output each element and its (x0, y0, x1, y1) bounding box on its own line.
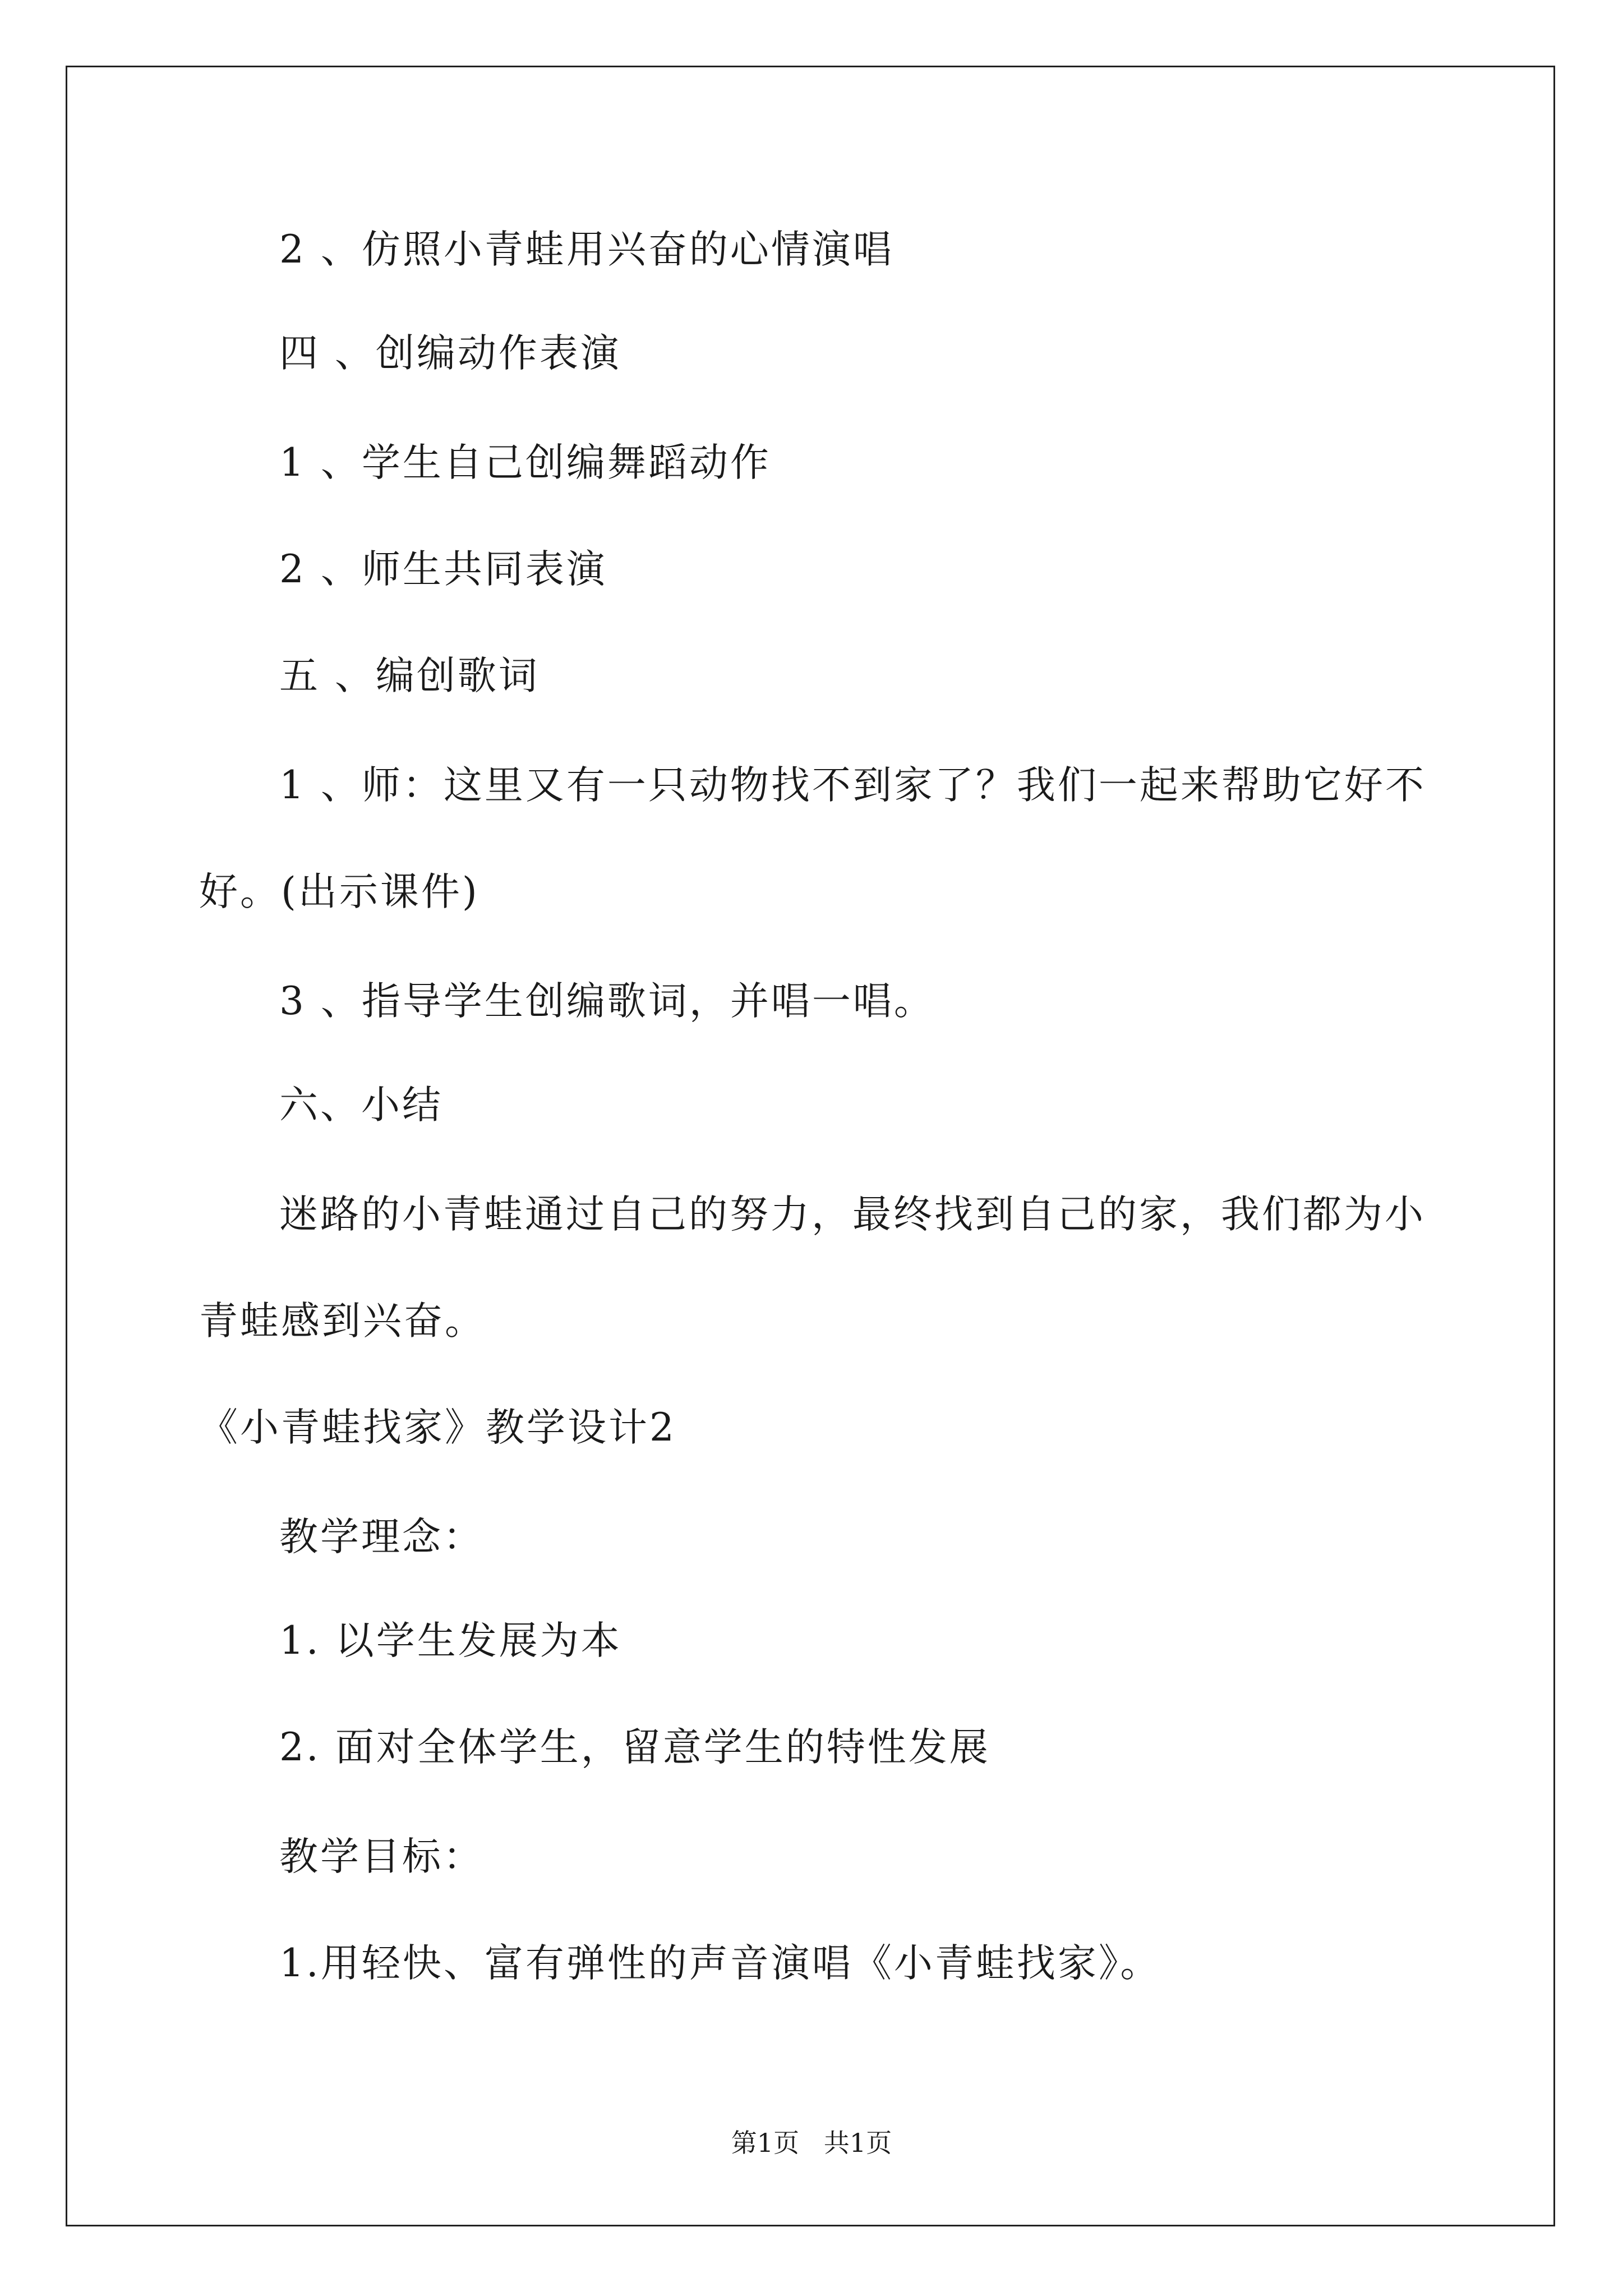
text-line-7: 好。(出示课件) (199, 869, 479, 914)
text-line-8: 3 、指导学生创编歌词，并唱一唱。 (279, 979, 935, 1024)
section-heading: 《小青蛙找家》教学设计2 (199, 1405, 676, 1450)
text-line-9: 六、小结 (279, 1083, 443, 1128)
text-line-16: 教学目标： (279, 1834, 484, 1879)
text-line-5: 五 、编创歌词 (279, 654, 540, 698)
text-line-1: 2 、仿照小青蛙用兴奋的心情演唱 (279, 227, 894, 272)
page-footer: 第1页 共1页 (731, 2128, 892, 2158)
text-line-15: 2. 面对全体学生，留意学生的特性发展 (279, 1725, 990, 1770)
text-line-2: 四 、创编动作表演 (279, 331, 621, 376)
text-line-10: 迷路的小青蛙通过自己的努力，最终找到自己的家，我们都为小 (279, 1192, 1426, 1237)
page-border (66, 66, 1555, 2226)
text-line-6: 1 、师：这里又有一只动物找不到家了？我们一起来帮助它好不 (279, 763, 1426, 808)
text-line-17: 1.用轻快、富有弹性的声音演唱《小青蛙找家》。 (279, 1941, 1161, 1986)
text-line-13: 教学理念： (279, 1515, 484, 1559)
text-line-4: 2 、师生共同表演 (279, 547, 607, 592)
text-line-14: 1. 以学生发展为本 (279, 1618, 622, 1663)
text-line-3: 1 、学生自己创编舞蹈动作 (279, 440, 771, 485)
text-line-11: 青蛙感到兴奋。 (199, 1299, 486, 1343)
